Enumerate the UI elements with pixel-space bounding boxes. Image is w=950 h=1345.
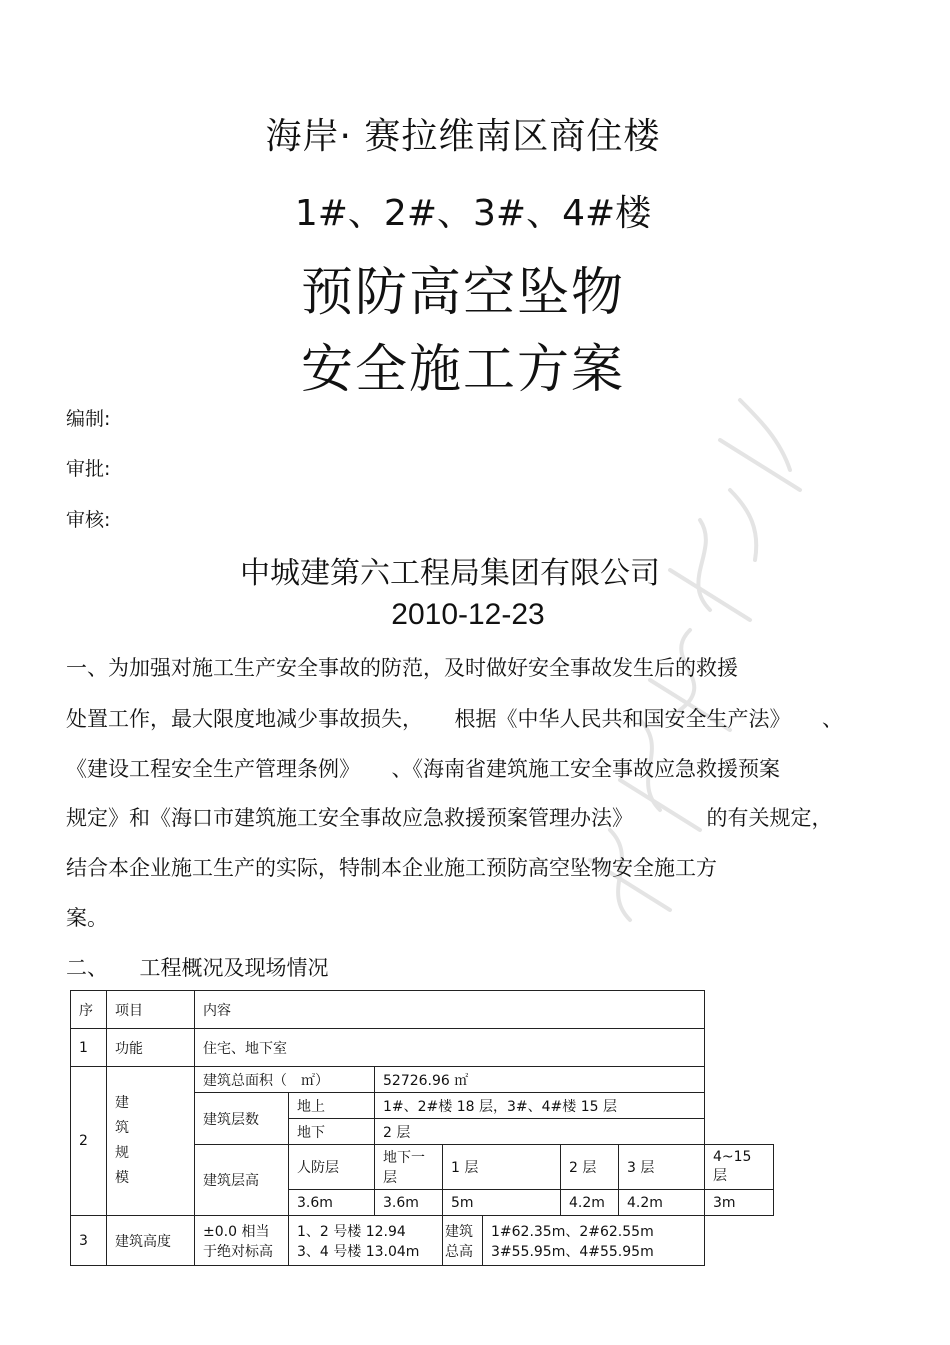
section1-line: 处置工作，最大限度地减少事故损失， 根据《中华人民共和国安全生产法》 、 bbox=[66, 707, 843, 731]
height-header: 1 层 bbox=[443, 1145, 561, 1190]
row2-item-char: 规 bbox=[115, 1145, 129, 1161]
row2-item bbox=[107, 1067, 195, 1216]
document-date: 2010-12-23 bbox=[391, 598, 545, 631]
total-height-line: 建筑 bbox=[445, 1223, 473, 1240]
height-header: 人防层 bbox=[289, 1145, 375, 1190]
area-label: 建筑总面积（ ㎡） bbox=[195, 1067, 375, 1093]
plan-title-line2: 安全施工方案 bbox=[300, 340, 625, 400]
total-height-label bbox=[443, 1216, 483, 1266]
section1-line: 规定》和《海口市建筑施工安全事故应急救援预案管理办法》 的有关规定， bbox=[66, 806, 833, 830]
floors-label: 建筑层数 bbox=[195, 1093, 289, 1145]
height-header: 4~15 层 bbox=[705, 1145, 774, 1190]
elevation-values bbox=[289, 1216, 443, 1266]
below-ground-label: 地下 bbox=[289, 1119, 375, 1145]
table-header-row bbox=[71, 991, 774, 1029]
datum-label bbox=[195, 1216, 289, 1266]
total-height-value: 1#62.35m、2#62.55m bbox=[491, 1223, 654, 1240]
section1-line: 一、为加强对施工生产安全事故的防范，及时做好安全事故发生后的救援 bbox=[66, 656, 738, 680]
height-value: 5m bbox=[443, 1190, 561, 1216]
below-ground-value: 2 层 bbox=[375, 1119, 705, 1145]
table-row bbox=[71, 1029, 774, 1067]
height-value: 4.2m bbox=[619, 1190, 705, 1216]
total-height-values bbox=[483, 1216, 705, 1266]
project-title: 海岸· 赛拉维南区商住楼 bbox=[265, 116, 661, 157]
table-row bbox=[71, 1216, 774, 1266]
table-row bbox=[71, 1067, 774, 1093]
company-name: 中城建第六工程局集团有限公司 bbox=[240, 556, 660, 591]
height-value: 3.6m bbox=[289, 1190, 375, 1216]
section1-line: 案。 bbox=[66, 906, 108, 930]
section2-heading: 二、 工程概况及现场情况 bbox=[66, 956, 329, 980]
row2-item-char: 建 bbox=[115, 1095, 129, 1111]
area-value: 52726.96 ㎡ bbox=[375, 1067, 705, 1093]
height-header: 地下一层 bbox=[375, 1145, 443, 1190]
row3-item: 建筑高度 bbox=[107, 1216, 195, 1266]
plan-title-line1: 预防高空坠物 bbox=[300, 263, 625, 323]
section1-line: 结合本企业施工生产的实际，特制本企业施工预防高空坠物安全施工方 bbox=[66, 856, 717, 880]
above-ground-label: 地上 bbox=[289, 1093, 375, 1119]
total-height-line: 总高 bbox=[445, 1243, 473, 1260]
height-value: 4.2m bbox=[561, 1190, 619, 1216]
row2-seq: 2 bbox=[71, 1067, 107, 1216]
section1-line: 《建设工程安全生产管理条例》 、《海南省建筑施工安全事故应急救援预案 bbox=[66, 757, 780, 781]
elevation-line: 1、2 号楼 12.94 bbox=[297, 1223, 406, 1240]
row2-item-char: 模 bbox=[115, 1170, 129, 1186]
approved-by-label: 审批: bbox=[66, 458, 111, 480]
height-header: 3 层 bbox=[619, 1145, 705, 1190]
row3-seq: 3 bbox=[71, 1216, 107, 1266]
above-ground-value: 1#、2#楼 18 层，3#、4#楼 15 层 bbox=[375, 1093, 705, 1119]
building-numbers: 1#、2#、3#、4#楼 bbox=[294, 193, 652, 234]
header-seq: 序 bbox=[71, 991, 107, 1029]
row1-item: 功能 bbox=[107, 1029, 195, 1067]
header-content: 内容 bbox=[195, 991, 705, 1029]
reviewed-by-label: 审核: bbox=[66, 509, 111, 531]
row1-content: 住宅、地下室 bbox=[195, 1029, 705, 1067]
prepared-by-label: 编制: bbox=[66, 408, 111, 430]
height-value: 3.6m bbox=[375, 1190, 443, 1216]
header-item: 项目 bbox=[107, 991, 195, 1029]
floor-height-label: 建筑层高 bbox=[195, 1145, 289, 1216]
height-header: 2 层 bbox=[561, 1145, 619, 1190]
total-height-value: 3#55.95m、4#55.95m bbox=[491, 1243, 654, 1260]
datum-line: ±0.0 相当 bbox=[203, 1223, 270, 1240]
height-value: 3m bbox=[705, 1190, 774, 1216]
elevation-line: 3、4 号楼 13.04m bbox=[297, 1243, 420, 1260]
datum-line: 于绝对标高 bbox=[203, 1243, 273, 1260]
row1-seq: 1 bbox=[71, 1029, 107, 1067]
project-overview-table bbox=[70, 990, 774, 1266]
row2-item-char: 筑 bbox=[115, 1120, 129, 1136]
